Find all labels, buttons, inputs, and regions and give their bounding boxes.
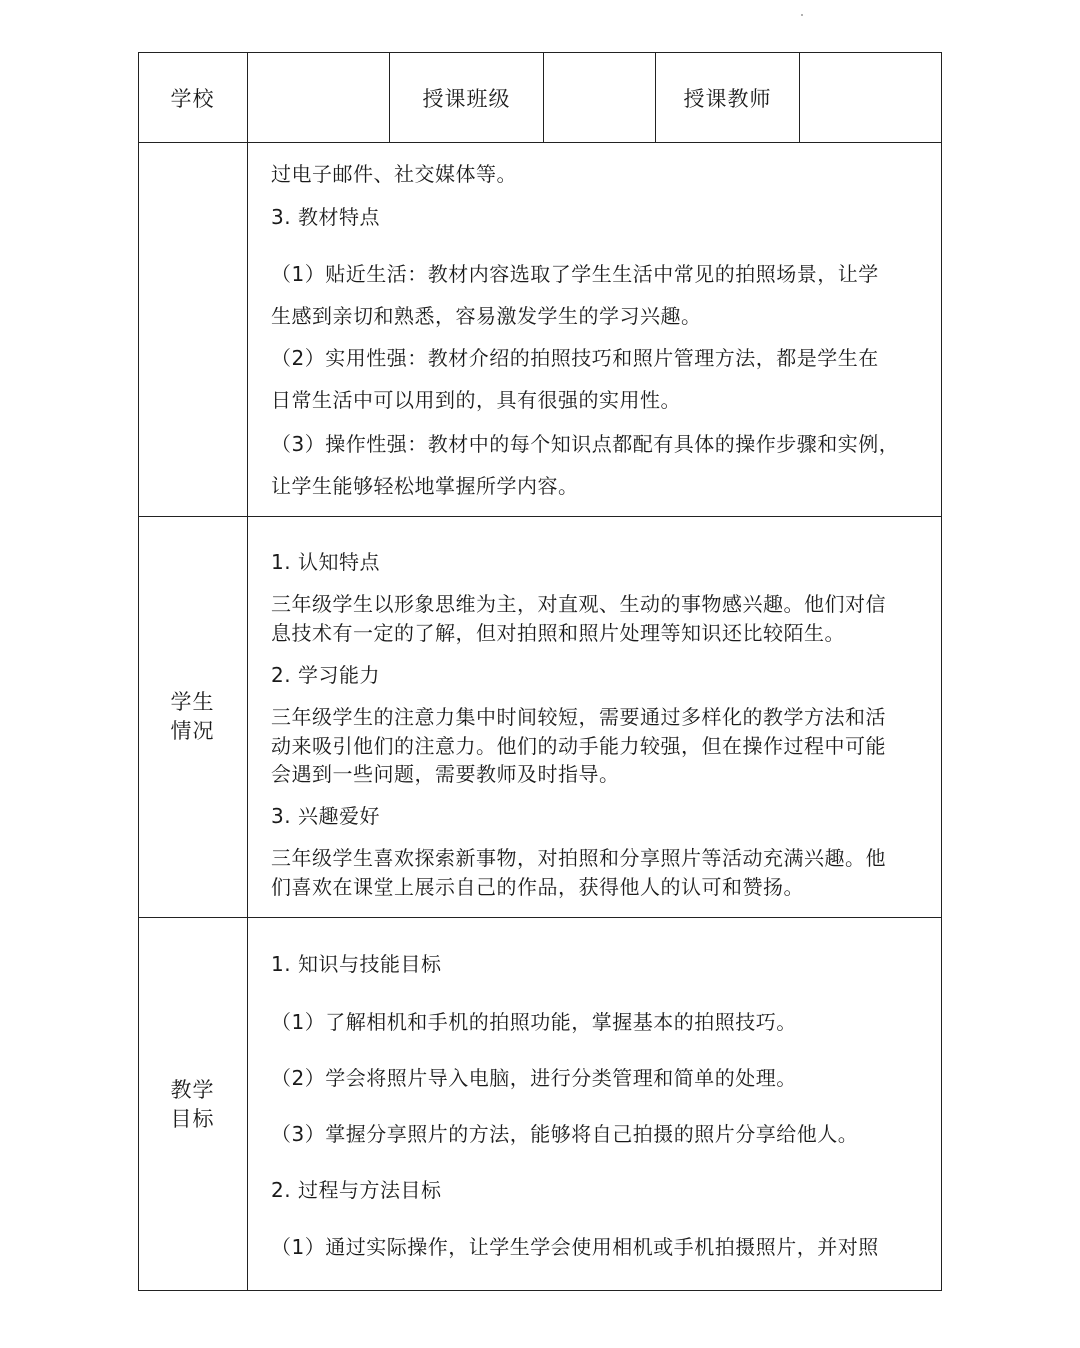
teacher-value: [800, 52, 941, 143]
paragraph-line: 三年级学生的注意力集中时间较短，需要通过多样化的教学方法和活: [271, 705, 886, 729]
paragraph-line: 生感到亲切和熟悉，容易激发学生的学习兴趣。: [271, 304, 702, 328]
paragraph-line: 三年级学生喜欢探索新事物，对拍照和分享照片等活动充满兴趣。他: [271, 846, 886, 870]
paragraph-line: 三年级学生以形象思维为主，对直观、生动的事物感兴趣。他们对信: [271, 592, 886, 616]
paragraph-line: 动来吸引他们的注意力。他们的动手能力较强，但在操作过程中可能: [271, 734, 886, 758]
label-line: 学生: [170, 690, 215, 714]
subheading: 2. 过程与方法目标: [271, 1178, 442, 1202]
label-line: 情况: [170, 719, 215, 743]
class-value: [544, 52, 655, 143]
paragraph-line: 让学生能够轻松地掌握所学内容。: [271, 474, 579, 498]
paragraph-line: （3）掌握分享照片的方法，能够将自己拍摄的照片分享给他人。: [271, 1122, 859, 1146]
subheading: 1. 认知特点: [271, 550, 380, 574]
paragraph-line: 息技术有一定的了解，但对拍照和照片处理等知识还比较陌生。: [271, 621, 845, 645]
school-value: [248, 52, 389, 143]
class-label: 授课班级: [422, 86, 511, 111]
label-column-divider: [247, 52, 248, 1291]
paragraph-line: （1）贴近生活：教材内容选取了学生生活中常见的拍照场景，让学: [271, 262, 879, 286]
paragraph-line: 日常生活中可以用到的，具有很强的实用性。: [271, 388, 681, 412]
paragraph-line: （2）学会将照片导入电脑，进行分类管理和简单的处理。: [271, 1066, 797, 1090]
paragraph-line: 们喜欢在课堂上展示自己的作品，获得他人的认可和赞扬。: [271, 875, 804, 899]
row-divider: [138, 516, 942, 517]
subheading: 2. 学习能力: [271, 663, 380, 687]
subheading: 3. 教材特点: [271, 205, 380, 229]
section-label-textbook: [138, 143, 247, 516]
subheading: 1. 知识与技能目标: [271, 952, 442, 976]
section-label-objectives: [138, 918, 247, 1291]
school-label: 学校: [170, 86, 215, 111]
paragraph-line: （1）通过实际操作，让学生学会使用相机或手机拍摄照片，并对照: [271, 1235, 879, 1259]
paragraph-line: （3）操作性强：教材中的每个知识点都配有具体的操作步骤和实例，: [271, 432, 900, 456]
paragraph-line: （2）实用性强：教材介绍的拍照技巧和照片管理方法，都是学生在: [271, 346, 879, 370]
paragraph-line: 会遇到一些问题，需要教师及时指导。: [271, 762, 620, 786]
row-divider: [138, 917, 942, 918]
page-mark: [801, 14, 803, 16]
label-line: 目标: [170, 1106, 215, 1131]
section-label-students: [138, 517, 247, 917]
paragraph-line: 过电子邮件、社交媒体等。: [271, 162, 517, 186]
paragraph-line: （1）了解相机和手机的拍照功能，掌握基本的拍照技巧。: [271, 1010, 797, 1034]
teacher-label: 授课教师: [683, 86, 772, 111]
subheading: 3. 兴趣爱好: [271, 804, 380, 828]
label-line: 教学: [170, 1077, 215, 1102]
